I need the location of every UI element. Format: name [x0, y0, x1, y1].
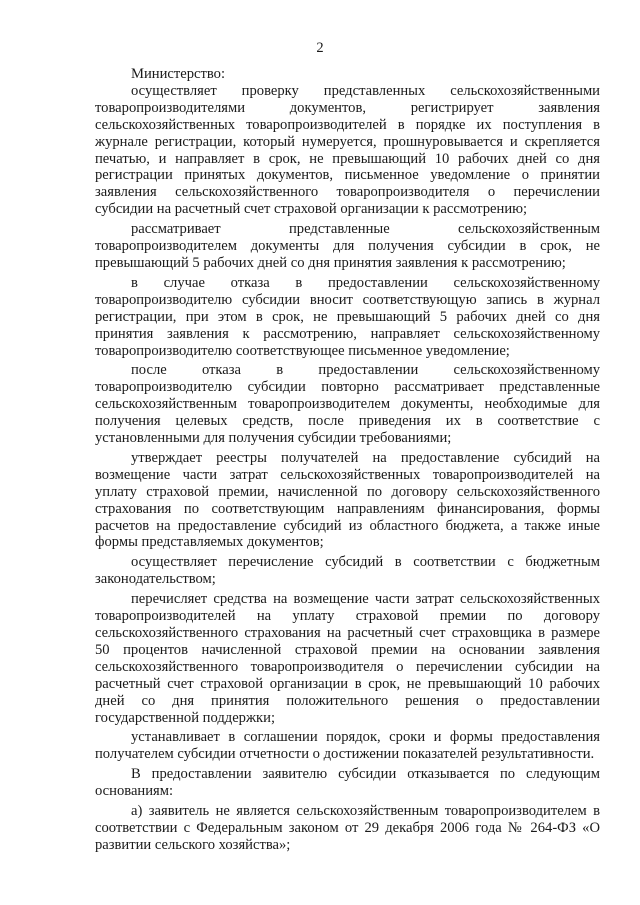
paragraph-reporting-terms: устанавливает в соглашении порядок, сроки и формы предоставления получателем субсидии отчетности о достижении показателей результативности.	[95, 729, 600, 763]
paragraph-ground-a: а) заявитель не является сельскохозяйственным товаропроизводителем в соответствии с Федеральным законом от 29 декабря 2006 года № 264-ФЗ «О развитии сельского хозяйства»;	[95, 803, 600, 853]
paragraph-review-documents: рассматривает представленные сельскохозяйственным товаропроизводителем документы для получения субсидии в срок, не превышающий 5 рабочих дней со дня принятия заявления к рассмотрению;	[95, 221, 600, 271]
paragraph-ministry-heading: Министерство:	[131, 66, 226, 82]
paragraph-verify-documents: осуществляет проверку представленных сельскохозяйственными товаропроизводителями документов, регистрирует заявления сельскохозяйственных товаропроизводителей в порядке их поступления в журнале регистрации, который нумеруется, прошнуровывается и скрепляется печатью, и направляет в срок, не превышающий 10 рабочих дней со дня регистрации принятых документов, письменное уведомление о принятии заявления сельскохозяйственного товаропроизводителя о перечислении субсидии на расчетный счет страховой организации к рассмотрению;	[95, 82, 600, 218]
paragraph-transfer-subsidies: осуществляет перечисление субсидий в соответствии с бюджетным законодательством;	[95, 554, 600, 588]
paragraph-repeat-review: после отказа в предоставлении сельскохозяйственному товаропроизводителю субсидии повторно рассматривает представленные сельскохозяйственным товаропроизводителем документы, необходимые для получения целевых средств, после приведения их в соответствие с установленными для получения субсидии требованиями;	[95, 362, 600, 447]
document-body	[95, 66, 600, 857]
page-number: 2	[316, 40, 324, 56]
paragraph-refusal-record: в случае отказа в предоставлении сельскохозяйственному товаропроизводителю субсидии вносит соответствующую запись в журнал регистрации, при этом в срок, не превышающий 5 рабочих дней со дня принятия заявления к рассмотрению, направляет сельскохозяйственному товаропроизводителю соответствующее письменное уведомление;	[95, 274, 600, 359]
paragraph-approve-registers: утверждает реестры получателей на предоставление субсидий на возмещение части затрат сельскохозяйственных товаропроизводителей на уплату страховой премии, начисленной по договору сельскохозяйственного страхования по соответствующим направлениям финансирования, формы расчетов на предоставление субсидий из областного бюджета, а также иные формы представляемых документов;	[95, 449, 600, 551]
paragraph-refusal-grounds: В предоставлении заявителю субсидии отказывается по следующим основаниям:	[95, 766, 600, 800]
paragraph-transfer-funds: перечисляет средства на возмещение части затрат сельскохозяйственных товаропроизводителей на уплату страховой премии по договору сельскохозяйственного страхования на расчетный счет страховщика в размере 50 процентов начисленной страховой премии на основании заявления сельскохозяйственного товаропроизводителя о перечислении субсидии на расчетный счет страховой организации в срок, не превышающий 10 рабочих дней со дня принятия положительного решения о предоставлении государственной поддержки;	[95, 591, 600, 726]
